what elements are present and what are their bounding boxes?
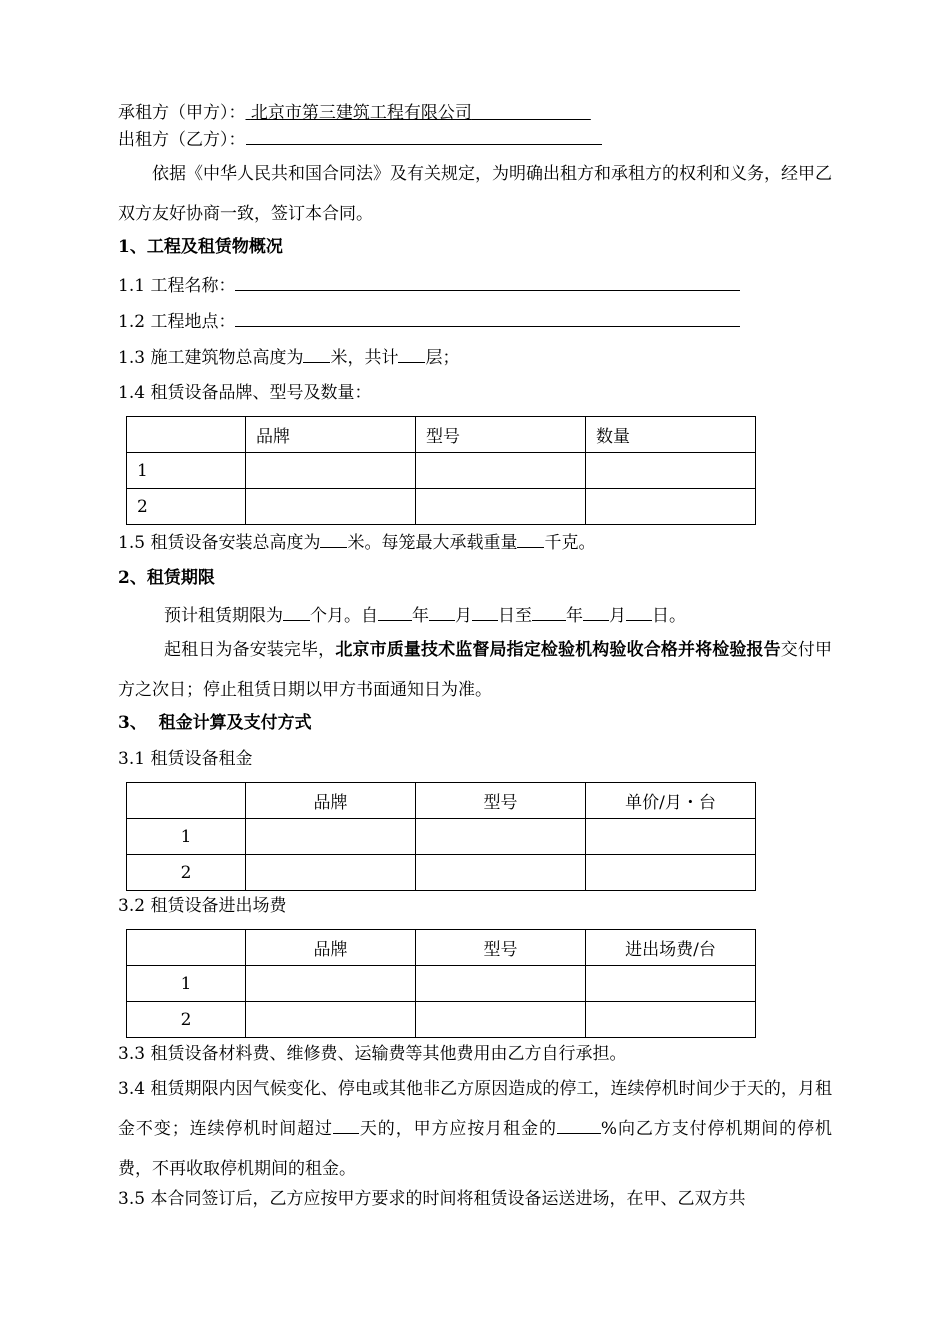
downtime-percent-blank — [557, 1116, 601, 1134]
unit-price-cell — [586, 819, 756, 855]
rent-label: 3.1 租赁设备租金 — [118, 749, 253, 769]
floors-blank — [398, 345, 425, 363]
period-text: 月 — [455, 606, 472, 626]
start-day-blank — [472, 603, 498, 621]
downtime-text: %向乙方支付停机期间的停机费，不再收取停机期间的租金。 — [118, 1119, 833, 1179]
table-row — [127, 453, 756, 489]
period-text: 月 — [609, 606, 626, 626]
lease-start-paragraph — [118, 630, 832, 710]
lessor-line — [118, 127, 602, 151]
project-location-label: 1.2 工程地点： — [118, 312, 236, 332]
quantity-cell — [586, 453, 756, 489]
fee-cell — [586, 1002, 756, 1038]
table-row — [127, 1002, 756, 1038]
quantity-cell — [586, 489, 756, 525]
brand-cell — [246, 1002, 416, 1038]
rent-table — [126, 782, 756, 891]
header-cell: 单价/月・台 — [586, 783, 756, 819]
brand-cell — [246, 453, 416, 489]
period-text: 年 — [566, 606, 583, 626]
lessee-label: 承租方（甲方）： — [118, 103, 246, 123]
table-row — [127, 966, 756, 1002]
downtime-clause — [118, 1069, 832, 1189]
table-header-row — [127, 417, 756, 453]
model-cell — [416, 855, 586, 891]
model-cell — [416, 1002, 586, 1038]
other-costs-clause: 3.3 租赁设备材料费、维修费、运输费等其他费用由乙方自行承担。 — [118, 1044, 627, 1064]
start-month-blank — [429, 603, 455, 621]
unit-price-cell — [586, 855, 756, 891]
header-cell — [127, 930, 246, 966]
fee-cell — [586, 966, 756, 1002]
max-load-unit: 千克。 — [544, 533, 596, 553]
table-row — [127, 489, 756, 525]
project-name-line — [118, 273, 740, 297]
model-cell — [416, 489, 586, 525]
building-height-text: 1.3 施工建筑物总高度为 — [118, 348, 304, 368]
header-cell: 型号 — [416, 417, 586, 453]
table-header-row — [127, 930, 756, 966]
lessor-name-blank — [246, 127, 602, 145]
period-text: 预计租赁期限为 — [164, 606, 283, 626]
downtime-days-blank — [333, 1116, 359, 1134]
lease-end-text: 交付甲方之次日；停止租赁日期以甲方书面通知日为准。 — [118, 640, 833, 700]
row-number: 1 — [127, 966, 246, 1002]
model-cell — [416, 819, 586, 855]
project-location-blank — [235, 309, 740, 327]
months-blank — [283, 603, 310, 621]
install-height-text: 1.5 租赁设备安装总高度为 — [118, 533, 321, 553]
header-cell — [127, 783, 246, 819]
floors-unit: 层； — [425, 348, 460, 368]
equipment-table — [126, 416, 756, 525]
brand-cell — [246, 855, 416, 891]
section-2-title: 2、租赁期限 — [118, 568, 215, 588]
equipment-list-label: 1.4 租赁设备品牌、型号及数量： — [118, 383, 372, 403]
inspection-requirement: 北京市质量技术监督局指定检验机构验收合格并将检验报告 — [335, 640, 781, 660]
header-cell: 品牌 — [246, 930, 416, 966]
entry-exit-fee-table — [126, 929, 756, 1038]
lease-period-line — [164, 603, 686, 627]
max-load-text: 米。每笼最大承载重量 — [347, 533, 518, 553]
install-height-line — [118, 530, 595, 554]
start-year-blank — [378, 603, 412, 621]
max-load-blank — [517, 530, 544, 548]
period-text: 个月。自 — [310, 606, 378, 626]
header-cell: 数量 — [586, 417, 756, 453]
entry-exit-fee-label: 3.2 租赁设备进出场费 — [118, 896, 287, 916]
period-text: 日至 — [498, 606, 532, 626]
lessee-name: 北京市第三建筑工程有限公司 — [250, 103, 472, 123]
end-day-blank — [626, 603, 652, 621]
project-name-blank — [235, 273, 740, 291]
height-blank — [303, 345, 330, 363]
table-row — [127, 855, 756, 891]
model-cell — [416, 966, 586, 1002]
row-number: 1 — [127, 819, 246, 855]
header-cell: 进出场费/台 — [586, 930, 756, 966]
end-month-blank — [583, 603, 609, 621]
delivery-clause: 3.5 本合同签订后，乙方应按甲方要求的时间将租赁设备运送进场，在甲、乙双方共 — [118, 1189, 746, 1209]
section-1-title: 1、工程及租赁物概况 — [118, 237, 283, 257]
header-cell — [127, 417, 246, 453]
header-cell: 品牌 — [246, 783, 416, 819]
section-3-title: 3、 租金计算及支付方式 — [118, 713, 312, 733]
table-row — [127, 819, 756, 855]
period-text: 日。 — [652, 606, 686, 626]
downtime-text: 天的，甲方应按月租金的 — [358, 1119, 557, 1139]
brand-cell — [246, 489, 416, 525]
model-cell — [416, 453, 586, 489]
lessee-line — [118, 102, 591, 124]
brand-cell — [246, 819, 416, 855]
table-header-row — [127, 783, 756, 819]
lessor-label: 出租方（乙方）： — [118, 130, 246, 150]
header-cell: 型号 — [416, 783, 586, 819]
row-number: 2 — [127, 855, 246, 891]
lease-start-text: 起租日为备安装完毕， — [164, 640, 336, 660]
brand-cell — [246, 966, 416, 1002]
install-height-blank — [320, 530, 347, 548]
building-height-line — [118, 345, 459, 369]
project-location-line — [118, 309, 740, 333]
period-text: 年 — [412, 606, 429, 626]
header-cell: 型号 — [416, 930, 586, 966]
end-year-blank — [532, 603, 566, 621]
row-number: 2 — [127, 489, 246, 525]
floors-text: 米，共计 — [330, 348, 399, 368]
project-name-label: 1.1 工程名称： — [118, 276, 236, 296]
row-number: 2 — [127, 1002, 246, 1038]
intro-paragraph: 依据《中华人民共和国合同法》及有关规定，为明确出租方和承租方的权利和义务，经甲乙双方友好协商一致，签订本合同。 — [118, 164, 832, 224]
row-number: 1 — [127, 453, 246, 489]
downtime-text: 3.4 租赁期限内因气候变化、停电或其他非乙方原因造成的停工，连续停机时间少于天的，月租金不变；连续停机时间超过 — [118, 1079, 832, 1139]
header-cell: 品牌 — [246, 417, 416, 453]
